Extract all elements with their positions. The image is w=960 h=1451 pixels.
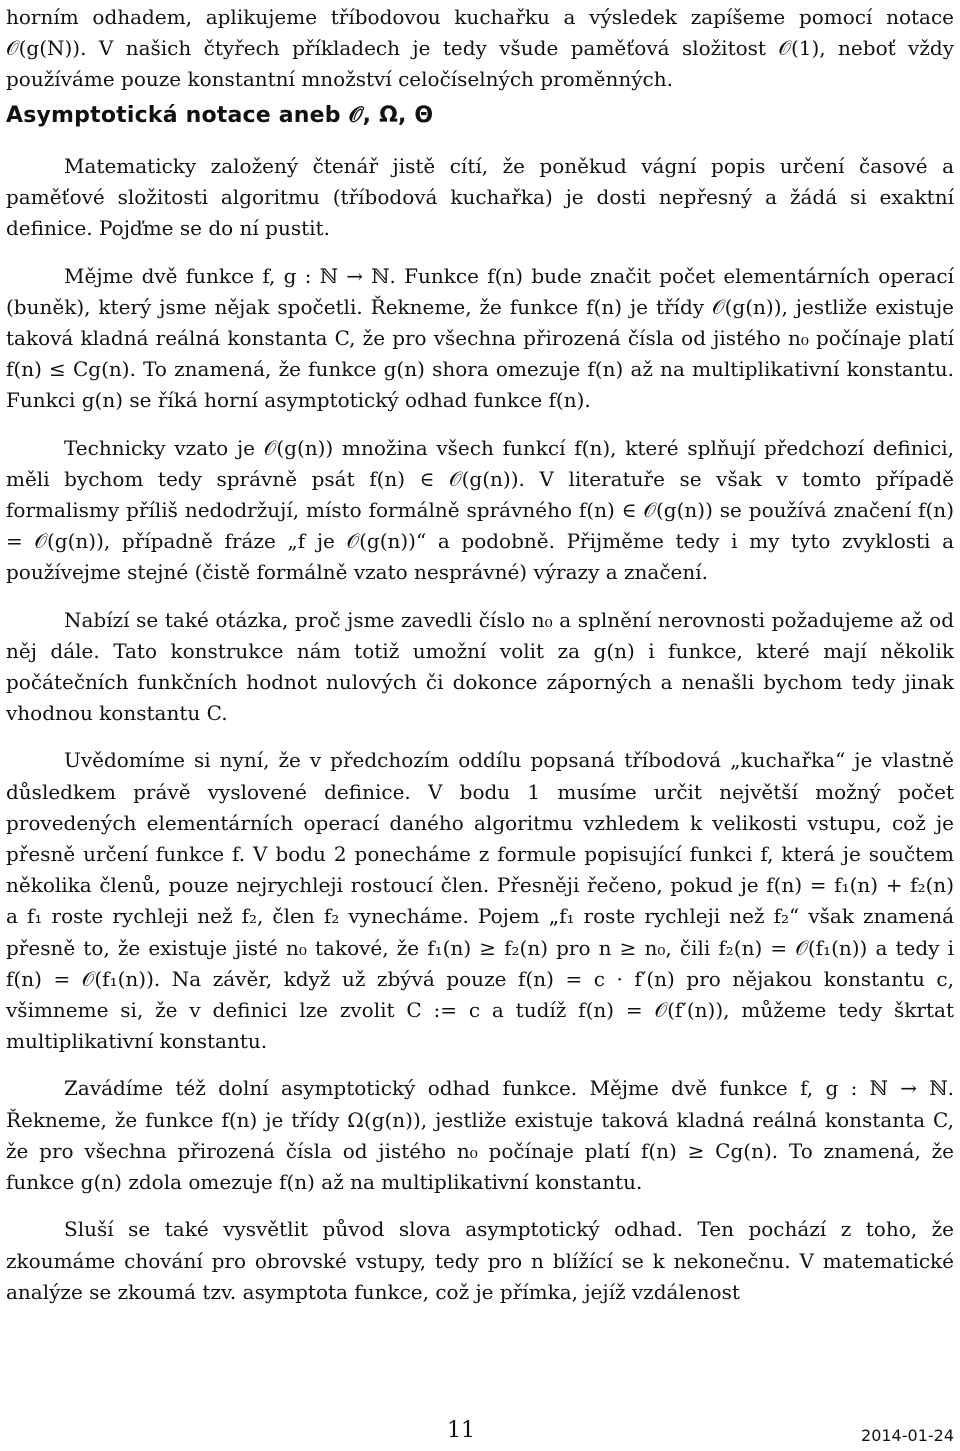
section-heading: Asymptotická notace aneb 𝒪, Ω, Θ	[6, 103, 434, 128]
paragraph-definition-omega: Zavádíme též dolní asymptotický odhad funkce. Mějme dvě funkce f, g : ℕ → ℕ. Řekneme, že funkce f(n) je třídy Ω(g(n)), jestliže existuje taková kladná reálná konstanta C, že pro všechna přirozená čísla od jistého n₀ počínaje platí f(n) ≥ Cg(n). To znamená, že funkce g(n) zdola omezuje f(n) až na multiplikativní konstantu.	[6, 1076, 954, 1195]
paragraph-intro: Matematicky založený čtenář jistě cítí, že poněkud vágní popis určení časové a paměťové složitosti algoritmu (tříbodová kuchařka) je dosti nepřesný a žádá si exaktní definice. Pojďme se do ní pustit.	[6, 154, 954, 241]
paragraph-recipe-explanation: Uvědomíme si nyní, že v předchozím oddílu popsaná tříbodová „kuchařka“ je vlastně důsledkem právě vyslovené definice. V bodu 1 musíme určit největší možný počet provedených elementárních operací daného algoritmu vzhledem k velikosti vstupu, což je přesně určení funkce f. V bodu 2 ponecháme z formule popisující funkci f, která je součtem několika členů, pouze nejrychleji rostoucí člen. Přesněji řečeno, pokud je f(n) = f₁(n) + f₂(n) a f₁ roste rychleji než f₂, člen f₂ vynecháme. Pojem „f₁ roste rychleji než f₂“ však znamená přesně to, že existuje jisté n₀ takové, že f₁(n) ≥ f₂(n) pro n ≥ n₀, čili f₂(n) = 𝒪(f₁(n)) a tedy i f(n) = 𝒪(f₁(n)). Na závěr, když už zbývá pouze f(n) = c · f′(n) pro nějakou konstantu c, všimneme si, že v definici lze zvolit C := c a tudíž f(n) = 𝒪(f′(n)), můžeme tedy škrtat multiplikativní konstantu.	[6, 748, 954, 1054]
footer-date: 2014-01-24	[861, 1426, 954, 1445]
paragraph-n0-question: Nabízí se také otázka, proč jsme zavedli číslo n₀ a splnění nerovnosti požadujeme až od něj dále. Tato konstrukce nám totiž umožní volit za g(n) i funkce, které mají několik počátečních funkčních hodnot nulových či dokonce záporných a nenašli bychom tedy jinak vhodnou konstantu C.	[6, 607, 954, 726]
continued-paragraph: horním odhadem, aplikujeme tříbodovou kuchařku a výsledek zapíšeme pomocí notace 𝒪(g(N)). V našich čtyřech příkladech je tedy všude paměťová složitost 𝒪(1), neboť vždy používáme pouze konstantní množství celočíselných proměnných.	[6, 5, 954, 92]
paragraph-asymptotic-origin: Sluší se také vysvětlit původ slova asymptotický odhad. Ten pochází z toho, že zkoumáme chování pro obrovské vstupy, tedy pro n blížící se k nekonečnu. V matematické analýze se zkoumá tzv. asymptota funkce, což je přímka, jejíž vzdálenost	[6, 1217, 954, 1304]
section-body	[6, 151, 954, 1324]
paragraph-notation-note: Technicky vzato je 𝒪(g(n)) množina všech funkcí f(n), které splňují předchozí definici, měli bychom tedy správně psát f(n) ∈ 𝒪(g(n)). V literatuře se však v tomto případě formalismy příliš nedodržují, místo formálně správného f(n) ∈ 𝒪(g(n)) se používá značení f(n) = 𝒪(g(n)), případně fráze „f je 𝒪(g(n))“ a podobně. Přijměme tedy i my tyto zvyklosti a používejme stejné (čistě formálně vzato nesprávné) výrazy a značení.	[6, 435, 954, 585]
page-number: 11	[447, 1418, 475, 1443]
paragraph-definition-big-o: Mějme dvě funkce f, g : ℕ → ℕ. Funkce f(n) bude značit počet elementárních operací (buněk), který jsme nějak spočetli. Řekneme, že funkce f(n) je třídy 𝒪(g(n)), jestliže existuje taková kladná reálná konstanta C, že pro všechna přirozená čísla od jistého n₀ počínaje platí f(n) ≤ Cg(n). To znamená, že funkce g(n) shora omezuje f(n) až na multiplikativní konstantu. Funkci g(n) se říká horní asymptotický odhad funkce f(n).	[6, 263, 954, 413]
